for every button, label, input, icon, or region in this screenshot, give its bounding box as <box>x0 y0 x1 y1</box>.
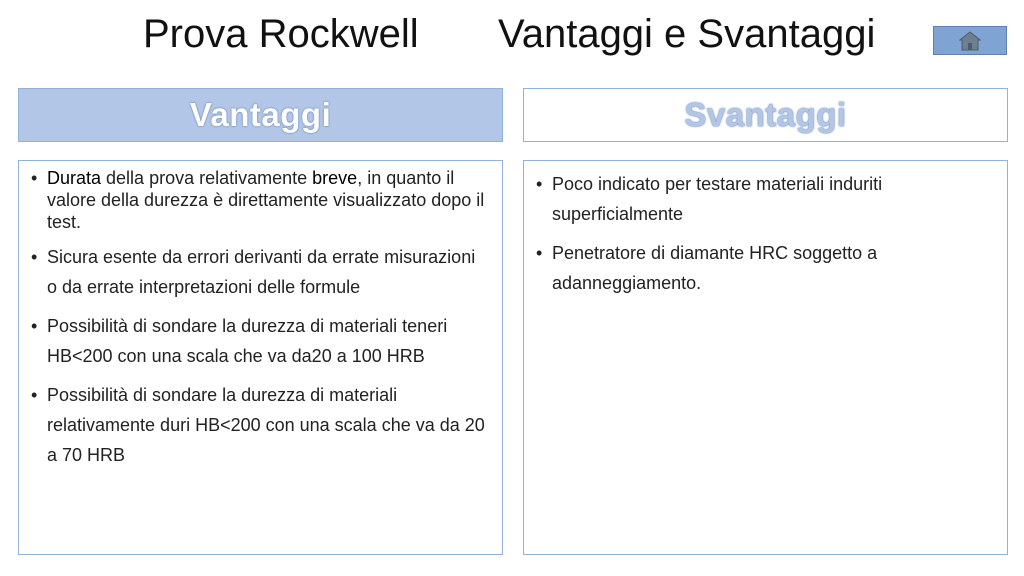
keyword-breve: breve <box>312 168 358 188</box>
disadvantages-panel <box>523 160 1008 555</box>
list-item-text: della prova relativamente <box>101 168 313 188</box>
list-item: • Sicura esente da errori derivanti da errate misurazioni o da errate interpretazioni delle formule <box>27 242 490 302</box>
list-item-text: , in quanto il valore della durezza è direttamente visualizzato dopo il test. <box>47 168 485 232</box>
keyword-durata: Durata <box>47 168 102 188</box>
advantages-list <box>27 167 490 470</box>
page-subtitle: Vantaggi e Svantaggi <box>498 12 876 56</box>
home-icon <box>959 31 981 51</box>
list-item: • Penetratore di diamante HRC soggetto a adanneggiamento. <box>532 238 995 298</box>
page-title: Prova Rockwell <box>143 12 419 56</box>
home-button[interactable] <box>933 26 1007 55</box>
list-item: • Possibilità di sondare la durezza di materiali relativamente duri HB<200 con una scala che va da 20 a 70 HRB <box>27 380 490 470</box>
advantages-panel <box>18 160 503 555</box>
list-item <box>27 167 490 233</box>
disadvantages-list <box>532 169 995 298</box>
list-item: • Possibilità di sondare la durezza di materiali teneri HB<200 con una scala che va da20 a 100 HRB <box>27 311 490 371</box>
advantages-heading: Vantaggi <box>18 88 503 142</box>
list-item: • Poco indicato per testare materiali induriti superficialmente <box>532 169 995 229</box>
disadvantages-heading: Svantaggi <box>523 88 1008 142</box>
